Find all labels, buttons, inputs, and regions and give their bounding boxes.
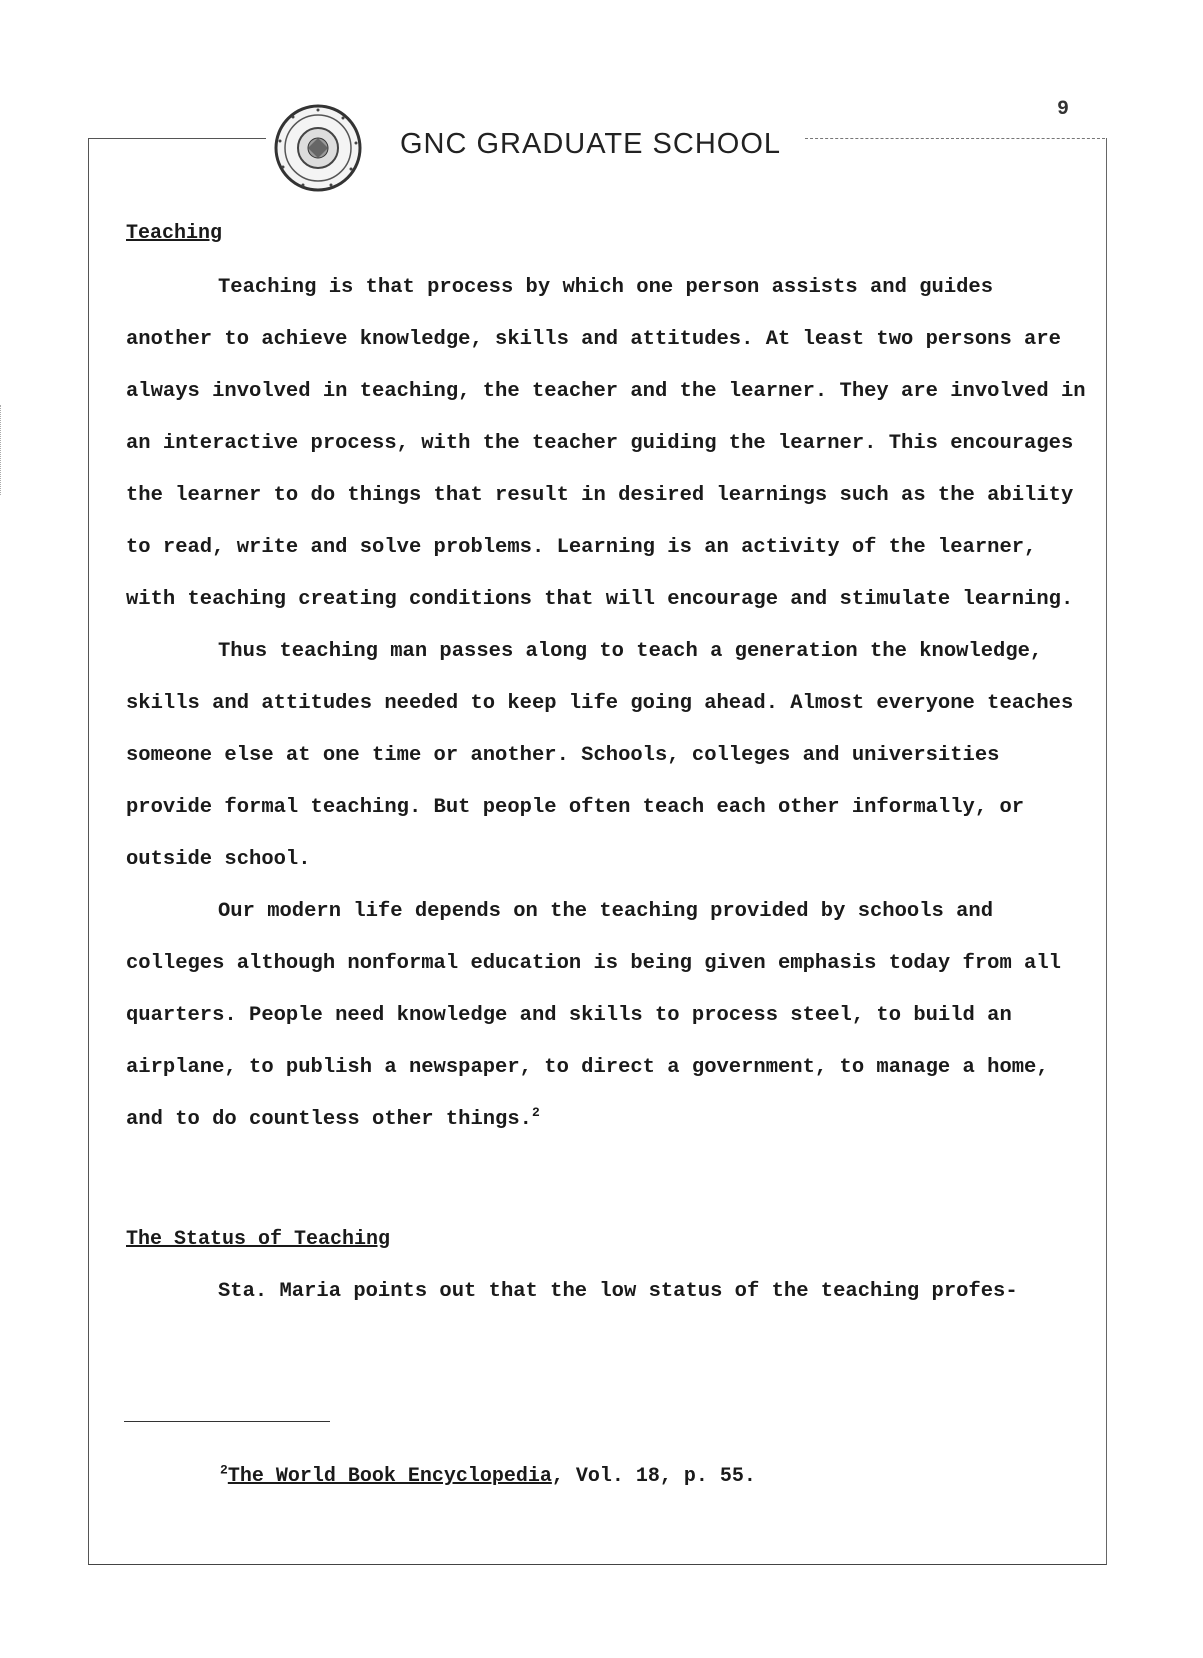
paragraph-2: Thus teaching man passes along to teach a generation the knowledge, skills and attitudes needed to keep life going ahead. Almost everyone teaches someone else at one time or another. Schools, colleges and universities provide formal teaching. But people often teach each other informally, or outside school. — [126, 640, 1074, 871]
section-body-status — [126, 1266, 1091, 1318]
paragraph-3-text: Our modern life depends on the teaching provided by schools and colleges although nonformal education is being given emphasis today from all quarters. People need knowledge and skills to process steel, to build an airplane, to publish a newspaper, to direct a government, to manage a home, and to do countless other things. — [126, 900, 1061, 1131]
footnote — [220, 1462, 756, 1488]
page-number: 9 — [1057, 98, 1070, 121]
page-border-top-right — [805, 138, 1105, 139]
footnote-divider — [124, 1421, 330, 1422]
section-heading-teaching: Teaching — [126, 222, 223, 245]
section-heading-status: The Status of Teaching — [126, 1228, 391, 1251]
paragraph-3 — [126, 886, 1091, 1146]
footnote-reference: 2 — [531, 1105, 540, 1121]
scan-artifact — [0, 405, 9, 495]
footnote-source-details: , Vol. 18, p. 55. — [551, 1465, 756, 1488]
page-border-top-left — [88, 138, 266, 139]
paragraph-status: Sta. Maria points out that the low status of the teaching profes- — [218, 1280, 1018, 1303]
paragraph-1: Teaching is that process by which one person assists and guides another to achieve knowledge, skills and attitudes. At least two persons are always involved in teaching, the teacher and the learner. They are involved in an interactive process, with the teacher guiding the learner. This encourages the learner to do things that result in desired learnings such as the ability to read, write and solve problems. Learning is an activity of the learner, with teaching creating conditions that will encourage and stimulate learning. — [126, 276, 1086, 611]
footnote-source-title: The World Book Encyclopedia — [227, 1465, 552, 1488]
school-name: GNC GRADUATE SCHOOL — [400, 128, 782, 160]
footnote-marker: 2 — [220, 1462, 228, 1478]
section-body-teaching — [126, 262, 1091, 1146]
school-seal-icon — [273, 103, 363, 193]
